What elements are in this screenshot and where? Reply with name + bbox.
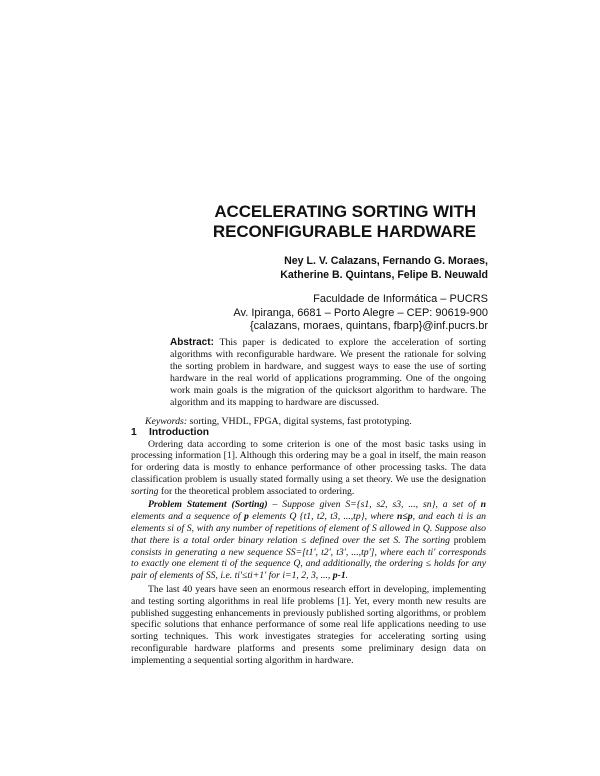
para1-tail: for the theoretical problem associated to ordering. [160,485,355,497]
problem-text: p [244,511,249,523]
problem-text: , and each ti is an elements si of S, with any number of repetitions of element of S allowed in Q. Suppose also that there is a total order binary relation ≤ defined over the set S. The sorting [131,511,487,546]
abstract [170,337,486,408]
problem-text: n [480,499,487,511]
title-line: ACCELERATING SORTING WITH [214,202,476,221]
problem-text: . [345,570,349,582]
section-heading [131,427,209,439]
section-number: 1 [131,427,137,438]
problem-text: n≤p [397,511,413,523]
paragraph [131,439,486,498]
abstract-label: Abstract: [170,337,214,348]
keywords-label: Keywords: [145,416,188,427]
problem-text: elements and a sequence of [131,511,241,523]
paragraph [131,584,486,667]
problem-text: consists in generating a new sequence SS=[t1', t2', t3', ...,tp'], where each ti' corresponds to exactly one element ti of the sequence Q, and additionally, the ordering ≤ holds for any pair of elements of SS, i.e. ti'≤ti+1' for i=1, 2, 3, ..., [131,546,486,582]
problem-label: Problem Statement (Sorting) [148,499,268,511]
problem-text: elements Q {t1, t2, t3, ...,tp}, where [252,511,394,523]
affiliation [233,293,488,334]
problem-text: – Suppose given S={s1, s2, s3, ..., sn}, a set of [272,499,476,511]
affiliation-email: {calazans, moraes, quintans, fbarp}@inf.pucrs.br [249,320,488,333]
abstract-text: This paper is dedicated to explore the acceleration of sorting algorithms with reconfigurable hardware. We present the rationale for solving the sorting problem in hardware, and suggest ways to ease the use of sorting hardware in the real world of applications programming. One of the ongoing work main goals is the migration of the quicksort algorithm to hardware. The algorithm and its mapping to hardware are discussed. [170,337,486,408]
affiliation-line: Av. Ipiranga, 6681 – Porto Alegre – CEP: 90619-900 [233,306,488,319]
para1-text: Ordering data according to some criterion is one of the most basic tasks using in processing information [1]. Although this ordering may be a goal in itself, the main reason for ordering data is mostly to enhance performance of other processing tasks. The data classification problem is usually stated formally using a set theory. We use the designation [131,438,486,485]
authors-line: Ney L. V. Calazans, Fernando G. Moraes, [284,255,488,267]
problem-text: p-1 [332,570,346,582]
problem-text: problem [453,534,486,546]
author-list [280,254,488,282]
para1-emphasis: sorting [131,485,159,497]
title-line: RECONFIGURABLE HARDWARE [212,221,476,241]
keywords-text: sorting, VHDL, FPGA, digital systems, fast prototyping. [189,416,412,427]
body-text [131,439,486,667]
authors-line: Katherine B. Quintans, Felipe B. Neuwald [280,269,488,281]
section-title: Introduction [149,427,210,438]
paper-title [150,202,476,241]
affiliation-line: Faculdade de Informática – PUCRS [313,293,488,305]
problem-statement [131,499,486,582]
para2-text: The last 40 years have seen an enormous research effort in developing, implementing and testing sorting algorithms in real life problems [1]. Yet, every month new results are published suggesting enhancements in previously published sorting algorithms, or problem specific solutions that enhance performance of some real life applications needing to use sorting techniques. This work investigates strategies for accelerating sorting using reconfigurable hardware platforms and presents some preliminary design data on implementing a sequential sorting algorithm in hardware. [131,584,486,666]
